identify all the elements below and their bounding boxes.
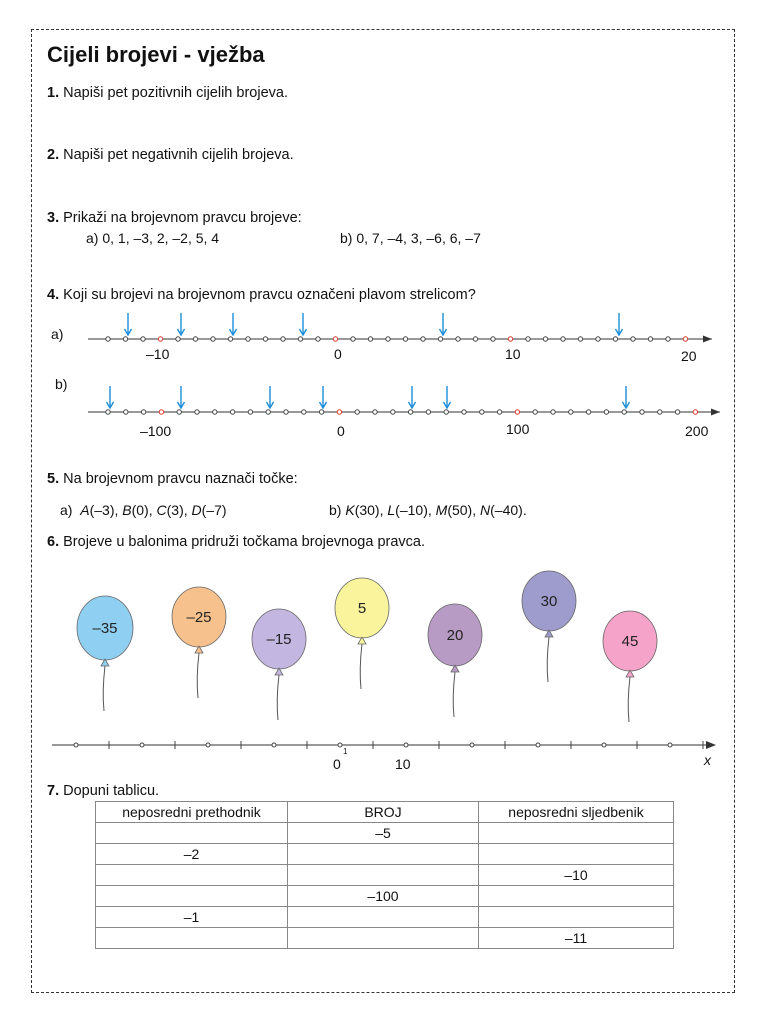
tick-point <box>497 410 501 414</box>
balloon-value: 30 <box>540 593 558 610</box>
tick-point <box>141 337 145 341</box>
question-6-number: 6. <box>47 534 60 550</box>
balloon-string <box>103 666 105 711</box>
balloon-string <box>277 675 279 720</box>
point-name: A <box>80 502 90 518</box>
line-b-tick-label: 200 <box>685 423 709 439</box>
question-6 <box>47 534 425 550</box>
balloon-value: 5 <box>357 600 367 617</box>
question-7 <box>47 783 159 799</box>
tick-point <box>124 410 128 414</box>
question-1 <box>47 85 288 101</box>
point-name: D <box>191 502 202 518</box>
tick-point <box>141 410 145 414</box>
table-cell[interactable]: –1 <box>96 907 288 928</box>
point-coord: (–3) <box>89 502 115 518</box>
question-3 <box>47 210 302 226</box>
point-name: C <box>156 502 167 518</box>
table-cell[interactable]: –100 <box>288 886 479 907</box>
tick-point <box>569 410 573 414</box>
question-1-text: Napiši pet pozitivnih cijelih brojeva. <box>63 85 288 101</box>
tick-point <box>462 410 466 414</box>
balloon-value: –35 <box>92 620 118 637</box>
tick-point <box>403 337 407 341</box>
table-cell[interactable] <box>479 907 674 928</box>
axis-point <box>404 743 408 747</box>
tick-point <box>123 337 127 341</box>
question-7-text: Dopuni tablicu. <box>63 783 160 799</box>
balloon <box>522 571 576 682</box>
table-cell[interactable] <box>96 886 288 907</box>
tick-point <box>316 337 320 341</box>
tick-point <box>421 337 425 341</box>
table-cell[interactable]: –5 <box>288 823 479 844</box>
balloon <box>428 604 482 717</box>
tick-point <box>263 337 267 341</box>
point-name: K <box>345 502 355 518</box>
tick-point <box>622 410 626 414</box>
tick-point <box>578 337 582 341</box>
table-row <box>96 844 674 865</box>
question-5-number: 5. <box>47 471 60 487</box>
axis-name-x: x <box>704 752 711 768</box>
axis-point <box>74 743 78 747</box>
tick-point <box>158 337 162 341</box>
point-coord: (3) <box>166 502 184 518</box>
part-b-prefix: b) <box>329 502 342 518</box>
part-a-prefix: a) <box>60 502 73 518</box>
balloon <box>252 609 306 720</box>
tick-point <box>281 337 285 341</box>
fill-in-table <box>95 801 674 949</box>
balloon-string <box>360 644 362 689</box>
question-1-number: 1. <box>47 85 60 101</box>
axis-point <box>140 743 144 747</box>
line-a-tick-label: 20 <box>681 348 697 364</box>
tick-point <box>211 337 215 341</box>
question-4-number: 4. <box>47 287 60 303</box>
tick-point <box>491 337 495 341</box>
balloon-string <box>197 653 199 698</box>
table-cell[interactable]: –2 <box>96 844 288 865</box>
point-name: B <box>122 502 132 518</box>
tick-point <box>675 410 679 414</box>
table-cell[interactable] <box>96 823 288 844</box>
line-b-tick-label: 0 <box>337 423 345 439</box>
balloon-number-line <box>52 741 716 749</box>
tick-point <box>515 410 519 414</box>
point-coord: (–40) <box>490 502 523 518</box>
line-a-tick-label: 0 <box>334 346 342 362</box>
tick-point <box>228 337 232 341</box>
tick-point <box>176 337 180 341</box>
question-2 <box>47 147 294 163</box>
tick-point <box>543 337 547 341</box>
question-3-part-a: a) 0, 1, –3, 2, –2, 5, 4 <box>86 230 220 246</box>
axis-point <box>668 743 672 747</box>
table-row <box>96 928 674 949</box>
tick-point <box>640 410 644 414</box>
table-cell[interactable]: –10 <box>479 865 674 886</box>
number-line-b-label: b) <box>55 376 68 392</box>
question-7-number: 7. <box>47 783 60 799</box>
table-cell[interactable] <box>96 928 288 949</box>
balloon-string <box>628 677 630 722</box>
table-cell[interactable] <box>288 865 479 886</box>
tick-point <box>631 337 635 341</box>
page-title: Cijeli brojevi - vježba <box>47 42 265 67</box>
tick-point <box>648 337 652 341</box>
question-3-part-b: b) 0, 7, –4, 3, –6, 6, –7 <box>340 230 481 246</box>
table-cell[interactable] <box>479 844 674 865</box>
number-lines-q4 <box>0 300 768 450</box>
tick-point <box>586 410 590 414</box>
balloon <box>335 578 389 689</box>
tick-point <box>106 410 110 414</box>
axis-label-zero: 0 <box>333 756 341 772</box>
tick-point <box>298 337 302 341</box>
table-cell[interactable]: –11 <box>479 928 674 949</box>
question-2-text: Napiši pet negativnih cijelih brojeva. <box>63 147 294 163</box>
tick-point <box>426 410 430 414</box>
balloon-string <box>547 637 549 682</box>
tick-point <box>284 410 288 414</box>
point-name: M <box>435 502 448 518</box>
table-cell[interactable] <box>479 823 674 844</box>
table-cell[interactable] <box>96 865 288 886</box>
tick-point <box>683 337 687 341</box>
tick-point <box>159 410 163 414</box>
table-header-cell: neposredni sljedbenik <box>479 802 674 823</box>
axis-point <box>536 743 540 747</box>
tick-point <box>337 410 341 414</box>
question-5-part-b: b) K(30), L(–10), M(50), N(–40). <box>329 502 527 518</box>
tick-point <box>596 337 600 341</box>
tick-point <box>526 337 530 341</box>
tick-point <box>248 410 252 414</box>
tick-point <box>333 337 337 341</box>
question-5-text: Na brojevnom pravcu naznači točke: <box>63 471 298 487</box>
table-cell[interactable] <box>479 886 674 907</box>
point-coord: (30) <box>354 502 380 518</box>
table-header-row <box>96 802 674 823</box>
tick-point <box>177 410 181 414</box>
line-a-tick-label: 10 <box>505 346 521 362</box>
line-a-tick-label: –10 <box>146 346 170 362</box>
balloon-value: –25 <box>186 609 212 626</box>
table-header-cell: neposredni prethodnik <box>96 802 288 823</box>
arrow-head-icon <box>706 741 716 749</box>
balloon <box>77 596 133 711</box>
tick-point <box>551 410 555 414</box>
tick-point <box>391 410 395 414</box>
table-row <box>96 823 674 844</box>
balloon <box>172 587 226 698</box>
tick-point <box>561 337 565 341</box>
point-coord: (–10) <box>395 502 428 518</box>
tick-point <box>368 337 372 341</box>
point-coord: (0) <box>131 502 149 518</box>
question-3-text: Prikaži na brojevnom pravcu brojeve: <box>63 210 302 226</box>
point-coord: (50) <box>447 502 473 518</box>
tick-point <box>106 337 110 341</box>
table-row <box>96 865 674 886</box>
tick-point <box>604 410 608 414</box>
tick-point <box>355 410 359 414</box>
arrow-head-icon <box>711 409 720 416</box>
table-row <box>96 907 674 928</box>
tick-point <box>195 410 199 414</box>
tick-point <box>456 337 460 341</box>
question-5 <box>47 471 298 487</box>
tick-point <box>230 410 234 414</box>
balloon-value: 45 <box>621 633 639 650</box>
tick-point <box>386 337 390 341</box>
balloons-illustration <box>0 560 768 780</box>
table-row <box>96 886 674 907</box>
tick-point <box>444 410 448 414</box>
table-cell[interactable] <box>288 928 479 949</box>
tick-point <box>319 410 323 414</box>
balloon-string <box>453 672 455 717</box>
tick-point <box>193 337 197 341</box>
table-cell[interactable] <box>288 844 479 865</box>
tick-point <box>480 410 484 414</box>
tick-point <box>658 410 662 414</box>
tick-point <box>613 337 617 341</box>
question-2-number: 2. <box>47 147 60 163</box>
balloon-value: 20 <box>446 627 464 644</box>
point-coord: (–7) <box>201 502 227 518</box>
arrow-head-icon <box>703 336 712 343</box>
tick-point <box>666 337 670 341</box>
question-6-text: Brojeve u balonima pridruži točkama brojevnoga pravca. <box>63 534 426 550</box>
tick-point <box>508 337 512 341</box>
tick-point <box>533 410 537 414</box>
tick-point <box>693 410 697 414</box>
table-cell[interactable] <box>288 907 479 928</box>
tick-point <box>246 337 250 341</box>
line-b-tick-label: 100 <box>506 421 530 437</box>
question-4-text: Koji su brojevi na brojevnom pravcu označeni plavom strelicom? <box>63 287 476 303</box>
number-line-a <box>88 313 712 343</box>
balloon <box>603 611 657 722</box>
number-line-a-label: a) <box>51 326 64 342</box>
tick-point <box>351 337 355 341</box>
axis-point <box>272 743 276 747</box>
balloon-value: –15 <box>266 631 292 648</box>
line-b-tick-label: –100 <box>140 423 172 439</box>
axis-point <box>602 743 606 747</box>
tick-point <box>438 337 442 341</box>
axis-small-label: 1 <box>343 747 348 756</box>
tick-point <box>473 337 477 341</box>
point-name: L <box>387 502 396 518</box>
tick-point <box>408 410 412 414</box>
balloons-group <box>77 571 657 722</box>
tick-point <box>302 410 306 414</box>
question-3-number: 3. <box>47 210 60 226</box>
question-5-part-a: a) A(–3), B(0), C(3), D(–7) <box>60 502 227 518</box>
axis-point <box>206 743 210 747</box>
point-name: N <box>480 502 491 518</box>
table-header-cell: BROJ <box>288 802 479 823</box>
tick-point <box>213 410 217 414</box>
tick-point <box>266 410 270 414</box>
axis-label-ten: 10 <box>395 756 411 772</box>
axis-point <box>470 743 474 747</box>
tick-point <box>373 410 377 414</box>
number-line-b <box>88 386 720 416</box>
axis-point <box>338 743 342 747</box>
